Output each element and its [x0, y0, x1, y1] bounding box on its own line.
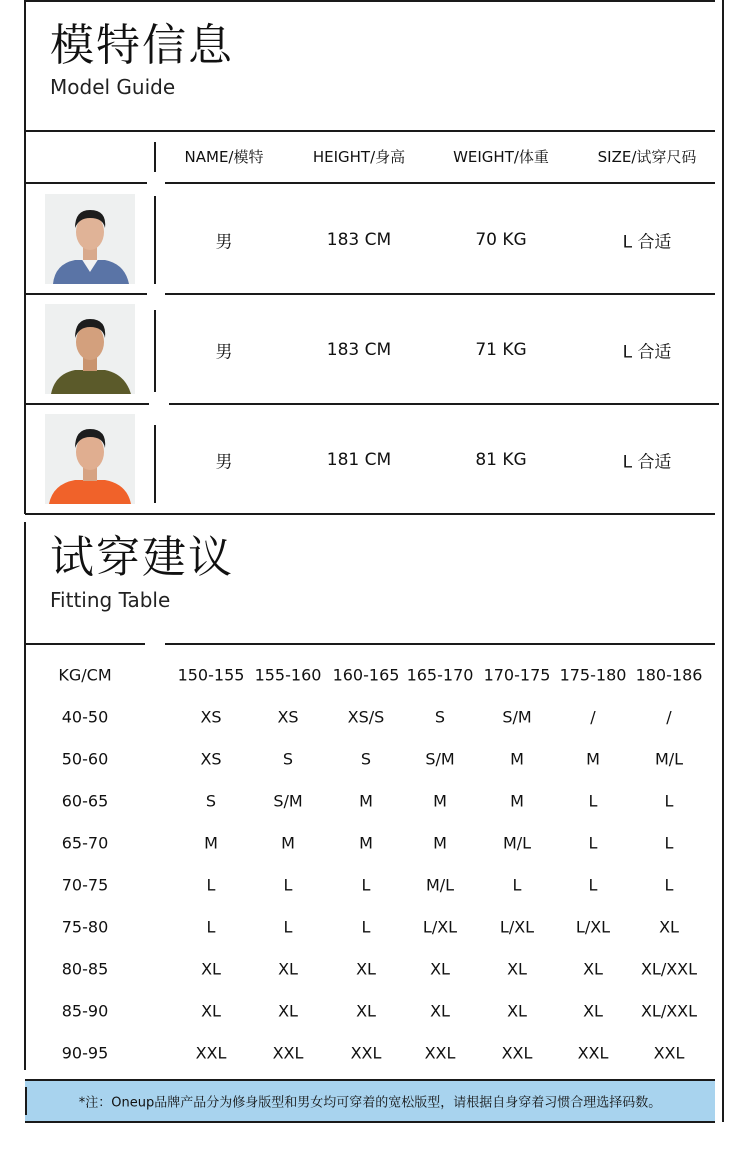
fitting-cell: M: [510, 749, 524, 769]
frame-top-line: [25, 0, 715, 2]
fitting-cell: XS: [277, 707, 299, 727]
fitting-cell: XL: [278, 959, 298, 979]
fitting-column-header: 160-165: [332, 665, 400, 685]
fitting-table-title-cn: 试穿建议: [50, 532, 234, 583]
fitting-cell: XL/XXL: [640, 1001, 698, 1021]
fitting-column-header: 180-186: [635, 665, 703, 685]
fitting-cell: XL: [430, 1001, 450, 1021]
row-2-height: 183 CM: [326, 340, 392, 360]
fitting-column-header: 155-160: [254, 665, 322, 685]
fitting-cell: S: [282, 749, 294, 769]
fitting-cell: M: [586, 749, 600, 769]
fitting-row-label: 70-75: [61, 875, 109, 895]
fitting-column-header: 150-155: [177, 665, 245, 685]
fitting-cell: L/XL: [422, 917, 458, 937]
footer-note-text: *注：Oneup品牌产品分为修身版型和男女均可穿着的宽松版型，请根据自身穿着习惯合理选择码数。: [78, 1095, 662, 1111]
fitting-cell: S: [434, 707, 446, 727]
fitting-cell: XL: [507, 959, 527, 979]
note-bottom-line: [25, 1121, 715, 1123]
fitting-row-label: 40-50: [61, 707, 109, 727]
model-3-portrait-icon: [45, 414, 135, 504]
frame-left-line: [24, 0, 26, 514]
fitting-cell: L: [588, 875, 598, 895]
fitting-cell: L: [588, 833, 598, 853]
fitting-cell: XXL: [501, 1043, 533, 1063]
fitting-cell: XL: [507, 1001, 527, 1021]
model-guide-title-cn: 模特信息: [50, 20, 234, 71]
row-1-height: 183 CM: [326, 230, 392, 250]
fitting-divider-right: [165, 643, 715, 645]
fitting-cell: XXL: [424, 1043, 456, 1063]
fitting-cell: M: [204, 833, 218, 853]
fitting-row-label: 65-70: [61, 833, 109, 853]
fitting-cell: M/L: [425, 875, 455, 895]
fitting-cell: L: [588, 791, 598, 811]
fitting-cell: XS: [200, 707, 222, 727]
fitting-cell: L: [361, 917, 371, 937]
row-1-bottom-line-right: [165, 293, 715, 295]
fitting-cell: L: [664, 833, 674, 853]
row-1-size: L 合适: [622, 232, 672, 253]
row-3-height: 181 CM: [326, 450, 392, 470]
fitting-divider-left: [25, 643, 145, 645]
fitting-row-label: 85-90: [61, 1001, 109, 1021]
fitting-cell: XXL: [653, 1043, 685, 1063]
header-vertical-divider: [154, 142, 156, 172]
row-2-weight: 71 KG: [475, 340, 527, 360]
fitting-cell: S/M: [502, 707, 532, 727]
fitting-column-header: 170-175: [483, 665, 551, 685]
fitting-column-header: 165-170: [406, 665, 474, 685]
fitting-cell: M: [510, 791, 524, 811]
fitting-cell: XL: [659, 917, 679, 937]
fitting-cell: L: [664, 875, 674, 895]
model-guide-bottom-line: [25, 513, 715, 515]
fitting-cell: /: [590, 707, 596, 727]
fitting-cell: XL/XXL: [640, 959, 698, 979]
fitting-cell: XS/S: [347, 707, 385, 727]
fitting-cell: M: [359, 791, 373, 811]
fitting-cell: XL: [583, 1001, 603, 1021]
row-1-vertical-divider: [154, 196, 156, 284]
fitting-cell: XL: [201, 1001, 221, 1021]
fitting-cell: M: [433, 833, 447, 853]
fitting-cell: S/M: [425, 749, 455, 769]
fitting-cell: M/L: [654, 749, 684, 769]
frame-right-line: [722, 0, 724, 1122]
fitting-table-title-en: Fitting Table: [50, 588, 171, 612]
model-photo-orange-tee: [45, 414, 135, 504]
fitting-cell: XL: [430, 959, 450, 979]
model-1-portrait-icon: [45, 194, 135, 284]
footer-note-banner: [25, 1081, 715, 1121]
row-2-bottom-line-right: [169, 403, 719, 405]
fitting-cell: L: [361, 875, 371, 895]
fitting-left-line: [24, 522, 26, 1070]
header-height: HEIGHT/身高: [312, 148, 406, 166]
fitting-cell: XL: [356, 959, 376, 979]
row-3-size: L 合适: [622, 452, 672, 473]
fitting-cell: XL: [201, 959, 221, 979]
header-size: SIZE/试穿尺码: [597, 148, 697, 166]
row-3-name: 男: [215, 452, 233, 473]
fitting-cell: L: [283, 875, 293, 895]
row-2-bottom-line-left: [25, 403, 149, 405]
fitting-cell: S: [360, 749, 372, 769]
fitting-cell: XL: [278, 1001, 298, 1021]
fitting-cell: M: [359, 833, 373, 853]
fitting-cell: M/L: [502, 833, 532, 853]
fitting-cell: XL: [583, 959, 603, 979]
model-photo-blue-polo: [45, 194, 135, 284]
row-3-vertical-divider: [154, 425, 156, 503]
row-1-bottom-line-left: [25, 293, 147, 295]
fitting-cell: XXL: [350, 1043, 382, 1063]
header-name: NAME/模特: [184, 148, 264, 166]
header-bottom-line-left: [25, 182, 147, 184]
fitting-cell: L: [512, 875, 522, 895]
fitting-cell: M: [281, 833, 295, 853]
fitting-row-label: 75-80: [61, 917, 109, 937]
fitting-row-label: 90-95: [61, 1043, 109, 1063]
fitting-row-label: 60-65: [61, 791, 109, 811]
fitting-column-header: 175-180: [559, 665, 627, 685]
fitting-cell: XS: [200, 749, 222, 769]
row-1-weight: 70 KG: [475, 230, 527, 250]
fitting-corner-label: KG/CM: [58, 665, 112, 685]
fitting-cell: S/M: [273, 791, 303, 811]
fitting-cell: L: [206, 917, 216, 937]
fitting-cell: XXL: [195, 1043, 227, 1063]
header-bottom-line-right: [165, 182, 715, 184]
fitting-cell: L: [283, 917, 293, 937]
fitting-cell: L: [206, 875, 216, 895]
fitting-cell: L: [664, 791, 674, 811]
row-1-name: 男: [215, 232, 233, 253]
fitting-row-label: 80-85: [61, 959, 109, 979]
row-2-size: L 合适: [622, 342, 672, 363]
fitting-cell: XL: [356, 1001, 376, 1021]
fitting-row-label: 50-60: [61, 749, 109, 769]
fitting-cell: XXL: [577, 1043, 609, 1063]
fitting-cell: L/XL: [575, 917, 611, 937]
model-guide-divider: [25, 130, 715, 132]
model-guide-title-en: Model Guide: [50, 75, 176, 99]
fitting-cell: /: [666, 707, 672, 727]
fitting-cell: S: [205, 791, 217, 811]
model-2-portrait-icon: [45, 304, 135, 394]
fitting-cell: L/XL: [499, 917, 535, 937]
fitting-cell: XXL: [272, 1043, 304, 1063]
model-photo-olive-tee: [45, 304, 135, 394]
row-3-weight: 81 KG: [475, 450, 527, 470]
row-2-vertical-divider: [154, 310, 156, 392]
fitting-cell: M: [433, 791, 447, 811]
row-2-name: 男: [215, 342, 233, 363]
header-weight: WEIGHT/体重: [453, 148, 549, 166]
